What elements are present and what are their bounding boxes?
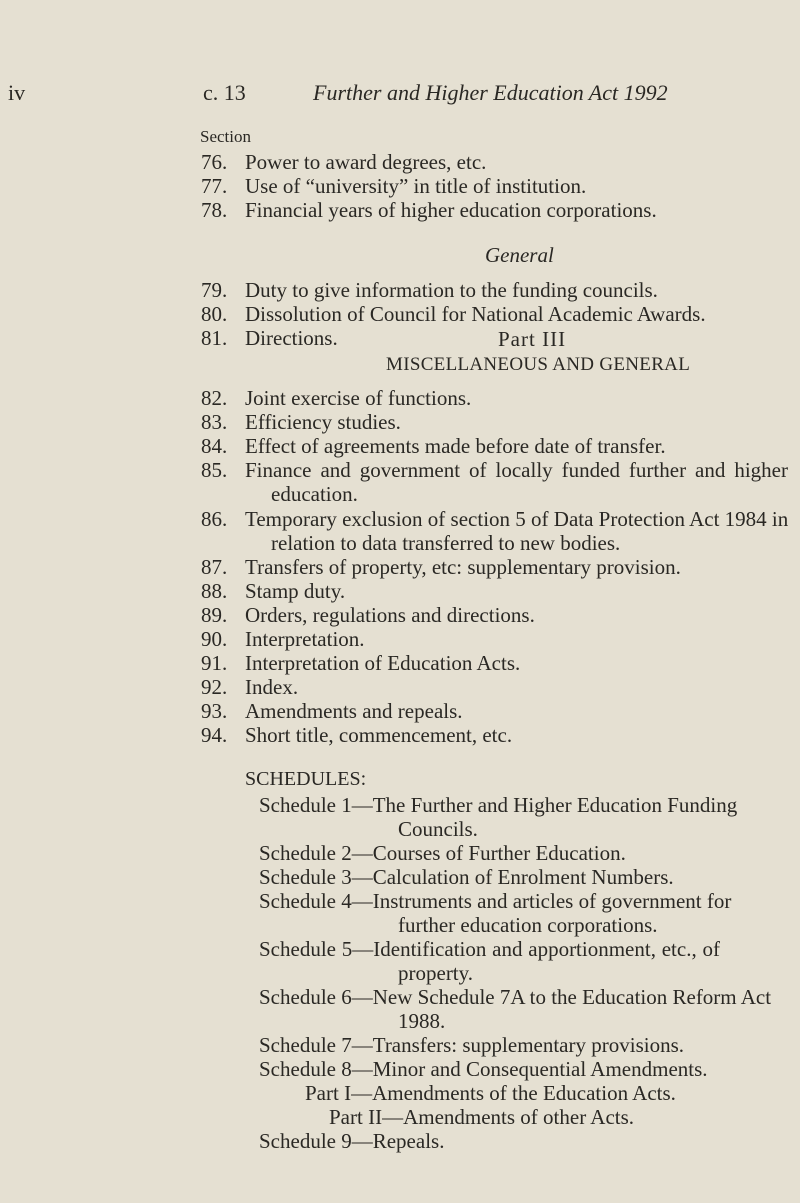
schedule-entry: Schedule 1—The Further and Higher Education Funding xyxy=(259,793,738,817)
schedule-entry: Schedule 8—Minor and Consequential Amendments. xyxy=(259,1057,708,1081)
part-subheading: MISCELLANEOUS AND GENERAL xyxy=(386,354,691,375)
section-number: 93. xyxy=(201,699,228,723)
section-title: Efficiency studies. xyxy=(245,410,401,434)
general-heading: General xyxy=(485,243,554,267)
section-title: Finance and government of locally funded further and higher xyxy=(245,458,788,482)
section-title: Effect of agreements made before date of transfer. xyxy=(245,434,666,458)
section-number: 85. xyxy=(201,458,228,482)
schedule-entry: Schedule 4—Instruments and articles of government for xyxy=(259,889,732,913)
schedule-entry-continued: further education corporations. xyxy=(398,913,658,937)
section-number: 80. xyxy=(201,302,228,326)
section-number: 90. xyxy=(201,627,228,651)
section-number: 78. xyxy=(201,198,228,222)
section-title: Power to award degrees, etc. xyxy=(245,150,487,174)
section-number: 81. xyxy=(201,326,228,350)
section-title: Short title, commencement, etc. xyxy=(245,723,513,747)
section-number: 88. xyxy=(201,579,228,603)
running-title: Further and Higher Education Act 1992 xyxy=(313,80,668,105)
section-number: 89. xyxy=(201,603,228,627)
section-title-continued: education. xyxy=(271,482,358,506)
schedule-entry: Schedule 6—New Schedule 7A to the Education Reform Act xyxy=(259,985,772,1009)
schedule-entry-continued: property. xyxy=(398,961,474,985)
section-number: 77. xyxy=(201,174,228,198)
section-number: 79. xyxy=(201,278,228,302)
schedules-heading: SCHEDULES: xyxy=(245,768,367,790)
schedule-entry: Schedule 3—Calculation of Enrolment Numbers. xyxy=(259,865,674,889)
section-number: 86. xyxy=(201,507,228,531)
schedule-entry: Schedule 5—Identification and apportionment, etc., of xyxy=(259,937,720,961)
section-title: Temporary exclusion of section 5 of Data Protection Act 1984 in xyxy=(245,507,789,531)
section-title: Orders, regulations and directions. xyxy=(245,603,535,627)
section-title: Transfers of property, etc: supplementary provision. xyxy=(245,555,681,579)
section-title: Stamp duty. xyxy=(245,579,346,603)
schedule-entry-continued: 1988. xyxy=(398,1009,446,1033)
schedule-entry: Schedule 7—Transfers: supplementary provisions. xyxy=(259,1033,685,1057)
schedule-entry: Schedule 2—Courses of Further Education. xyxy=(259,841,626,865)
chapter-number: c. 13 xyxy=(203,80,246,105)
schedule-part-entry: Part I—Amendments of the Education Acts. xyxy=(305,1081,676,1105)
section-title: Directions. xyxy=(245,326,338,350)
section-number: 91. xyxy=(201,651,228,675)
page-number: iv xyxy=(8,80,26,105)
section-title: Interpretation. xyxy=(245,627,365,651)
section-number: 76. xyxy=(201,150,228,174)
part-heading: Part III xyxy=(498,327,567,351)
section-title-continued: relation to data transferred to new bodies. xyxy=(271,531,621,555)
section-number: 92. xyxy=(201,675,228,699)
section-title: Financial years of higher education corporations. xyxy=(245,198,657,222)
section-title: Dissolution of Council for National Academic Awards. xyxy=(245,302,706,326)
section-number: 83. xyxy=(201,410,228,434)
schedule-entry: Schedule 9—Repeals. xyxy=(259,1129,445,1153)
section-title: Duty to give information to the funding councils. xyxy=(245,278,658,302)
section-title: Interpretation of Education Acts. xyxy=(245,651,521,675)
schedule-entry-continued: Councils. xyxy=(398,817,478,841)
schedule-part-entry: Part II—Amendments of other Acts. xyxy=(329,1105,635,1129)
section-number: 87. xyxy=(201,555,228,579)
section-number: 82. xyxy=(201,386,228,410)
section-number: 94. xyxy=(201,723,228,747)
section-number: 84. xyxy=(201,434,228,458)
section-title: Amendments and repeals. xyxy=(245,699,463,723)
section-title: Use of “university” in title of institution. xyxy=(245,174,587,198)
section-label: Section xyxy=(200,127,251,146)
section-title: Joint exercise of functions. xyxy=(245,386,472,410)
section-title: Index. xyxy=(245,675,299,699)
